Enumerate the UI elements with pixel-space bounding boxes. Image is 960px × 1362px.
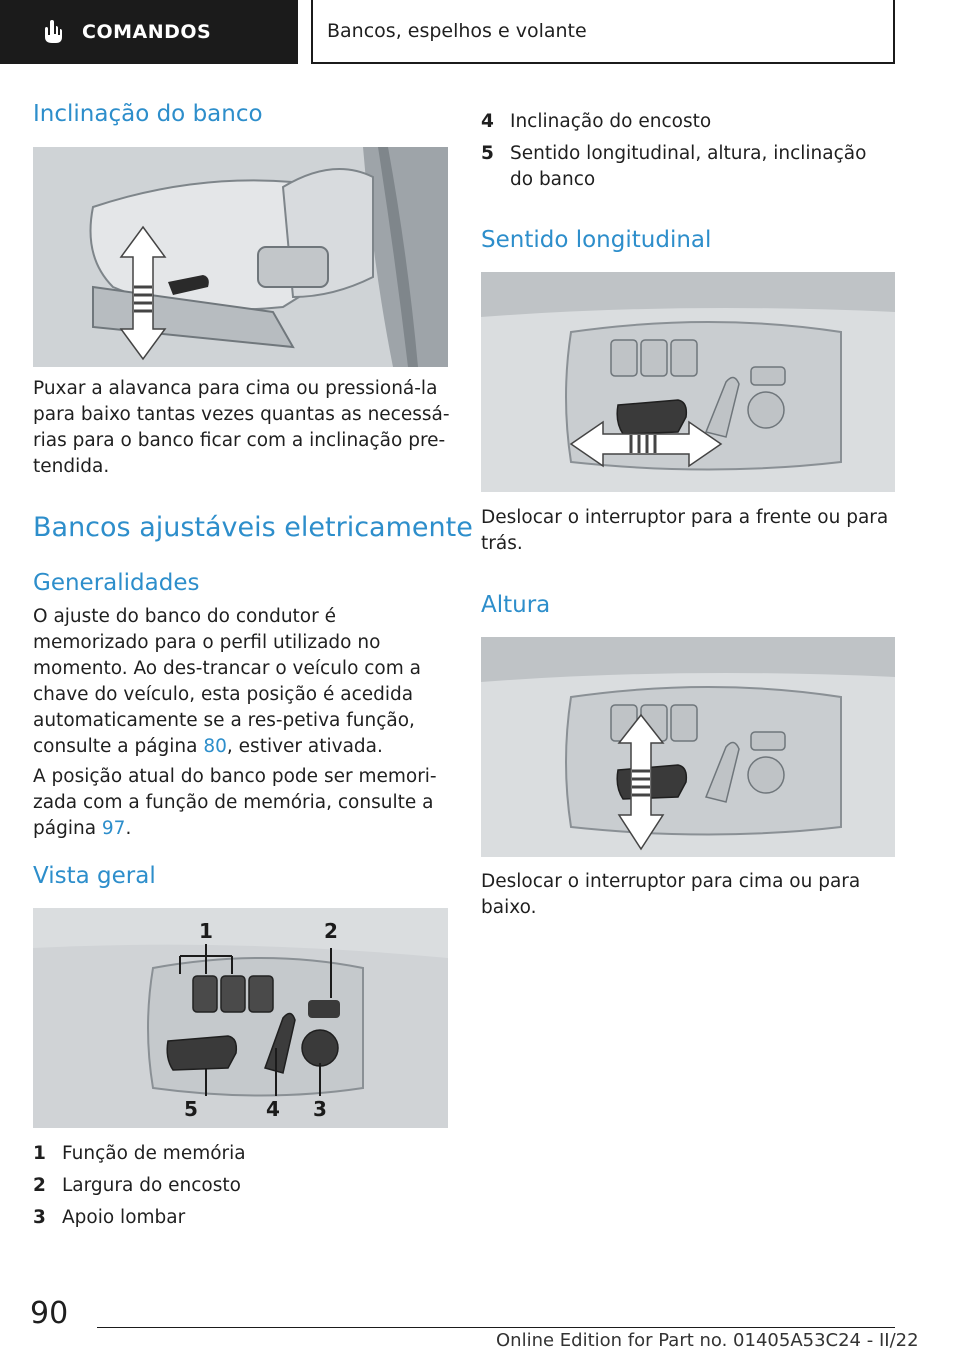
paragraph-text: .	[125, 818, 132, 839]
paragraph-text: A posição atual do banco pode ser memori-zada com a função de memória, consulte a página	[33, 766, 437, 839]
callout-1: 1	[199, 919, 213, 943]
paragraph-text: , estiver ativada.	[226, 736, 383, 757]
callout-4: 4	[266, 1097, 280, 1121]
list-number: 5	[481, 143, 494, 164]
heading-eletricos: Bancos ajustáveis eletricamente	[33, 512, 473, 543]
paragraph-altura: Deslocar o interruptor para cima ou para baixo.	[481, 871, 861, 918]
seat-lever-illustration	[33, 147, 448, 367]
callout-3: 3	[313, 1097, 327, 1121]
list-text: Largura do encosto	[62, 1175, 241, 1196]
paragraph-generalidades-2	[33, 764, 451, 842]
list-item	[481, 141, 881, 193]
list-number: 4	[481, 111, 494, 132]
seat-height-illustration	[481, 637, 895, 857]
list-number: 1	[33, 1143, 46, 1164]
chapter-title: Bancos, espelhos e volante	[327, 20, 587, 42]
list-number: 3	[33, 1207, 46, 1228]
chapter-box	[311, 0, 895, 64]
heading-altura: Altura	[481, 592, 551, 618]
heading-inclinacao: Inclinação do banco	[33, 101, 263, 127]
page-number: 90	[30, 1296, 69, 1331]
heading-longitudinal: Sentido longitudinal	[481, 227, 712, 253]
heading-generalidades: Generalidades	[33, 570, 200, 596]
list-item	[33, 1205, 185, 1231]
list-item	[33, 1141, 246, 1167]
hand-pointer-icon	[40, 19, 66, 45]
paragraph-text: O ajuste do banco do condutor é memorizado para o perfil utilizado no momento. Ao des-trancar o veículo com a chave do veículo, esta posição é acedida automaticamente se a res-petiva função, consulte a página	[33, 606, 421, 757]
seat-controls-overview-illustration	[33, 908, 448, 1128]
list-text: Sentido longitudinal, altura, inclinação do banco	[510, 143, 867, 190]
page-link-80[interactable]: 80	[203, 736, 227, 757]
list-item	[33, 1173, 241, 1199]
list-text: Inclinação do encosto	[510, 111, 712, 132]
section-tab	[0, 0, 298, 64]
callout-2: 2	[324, 919, 338, 943]
seat-longitudinal-illustration	[481, 272, 895, 492]
paragraph-longitudinal: Deslocar o interruptor para a frente ou para trás.	[481, 507, 889, 554]
callout-5: 5	[184, 1097, 198, 1121]
list-text: Função de memória	[62, 1143, 246, 1164]
heading-vista-geral: Vista geral	[33, 863, 156, 889]
page-link-97[interactable]: 97	[101, 818, 126, 839]
section-title: COMANDOS	[82, 21, 212, 43]
paragraph-generalidades-1	[33, 604, 451, 760]
list-number: 2	[33, 1175, 46, 1196]
list-text: Apoio lombar	[62, 1207, 186, 1228]
list-item	[481, 109, 881, 135]
edition-note: Online Edition for Part no. 01405A53C24 - II/22	[496, 1330, 919, 1351]
footer-divider	[97, 1327, 895, 1328]
paragraph-inclinacao: Puxar a alavanca para cima ou pressioná-la para baixo tantas vezes quantas as necessá-rias para o banco ficar com a inclinação pre-tendida.	[33, 378, 450, 477]
